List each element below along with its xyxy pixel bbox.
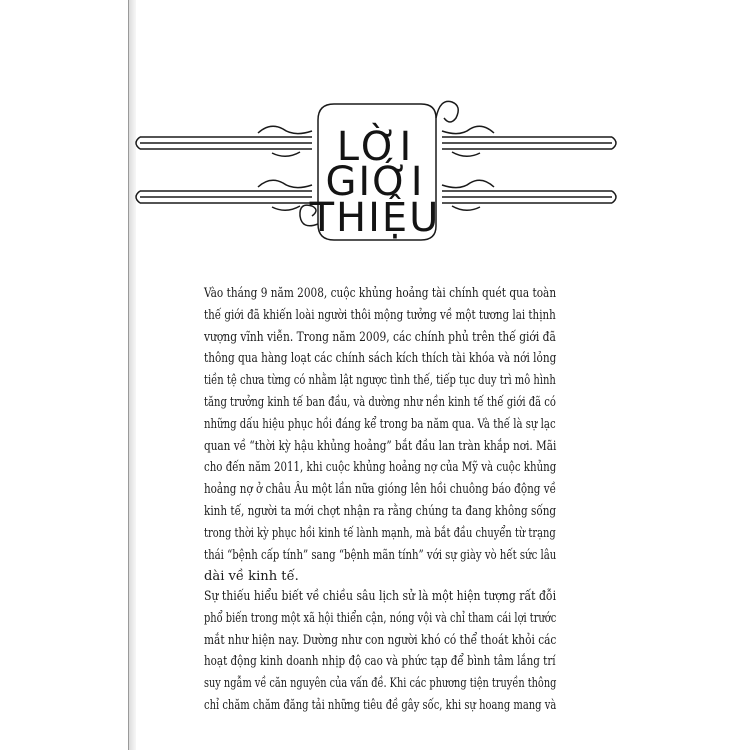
- text-line: suy ngẫm về căn nguyên của vấn đề. Khi các phương tiện truyền thông: [204, 676, 557, 692]
- heading-line-3: THIỆU: [309, 195, 441, 241]
- text-line: những dấu hiệu phục hồi đáng kể trong ba năm qua. Và thế là sự lạc: [204, 416, 556, 432]
- text-line: kinh tế, người ta mới chợt nhận ra rằng chúng ta đang không sống: [204, 503, 557, 519]
- text-line: trong thời kỳ phục hồi kinh tế lành mạnh, mà bắt đầu chuyển từ trạng: [204, 525, 556, 541]
- text-line: tiền tệ chưa từng có nhằm lật ngược tình thế, tiếp tục duy trì mô hình: [204, 373, 556, 389]
- text-line: chỉ chăm chăm đăng tải những tiêu đề gây sốc, khi sự hoang mang và: [204, 697, 557, 713]
- text-line: phổ biến trong một xã hội thiển cận, nóng vội và chỉ tham cái lợi trước: [204, 610, 557, 626]
- text-line: Vào tháng 9 năm 2008, cuộc khủng hoảng tài chính quét qua toàn: [204, 286, 557, 301]
- text-line: mắt như hiện nay. Dường như con người khó có thể thoát khỏi các: [204, 632, 557, 648]
- text-line: quan về “thời kỳ hậu khủng hoảng” bắt đầu lan tràn khắp nơi. Mãi: [204, 438, 557, 454]
- text-line: dài về kinh tế.: [204, 569, 299, 585]
- text-line: thông qua hàng loạt các chính sách kích thích tài khóa và nới lỏng: [204, 351, 557, 367]
- text-line: hoảng nợ ở châu Âu một lần nữa gióng lên hồi chuông báo động về: [204, 482, 556, 498]
- text-line: tăng trưởng kinh tế ban đầu, và dường như nền kinh tế thế giới đã có: [204, 394, 556, 410]
- text-line: thế giới đã khiến loài người thôi mộng tưởng về một tương lai thịnh: [204, 307, 556, 323]
- heading-line-2: GIỚI: [325, 159, 425, 205]
- text-line: hoạt động kinh doanh nhịp độ cao và phức tạp để bình tâm lắng trí: [204, 654, 556, 670]
- text-line: vượng vĩnh viễn. Trong năm 2009, các chính phủ trên thế giới đã: [204, 329, 556, 345]
- text-line: cho đến năm 2011, khi cuộc khủng hoảng nợ của Mỹ và cuộc khủng: [204, 460, 557, 476]
- paragraph-1: [204, 283, 556, 588]
- text-line: thái “bệnh cấp tính” sang “bệnh mãn tính” với sự giày vò hết sức lâu: [204, 547, 557, 563]
- heading-line-1: LỜI: [336, 124, 414, 170]
- paragraph-2: [204, 586, 556, 717]
- text-line: Sự thiếu hiểu biết về chiều sâu lịch sử là một hiện tượng rất đỗi: [204, 589, 557, 604]
